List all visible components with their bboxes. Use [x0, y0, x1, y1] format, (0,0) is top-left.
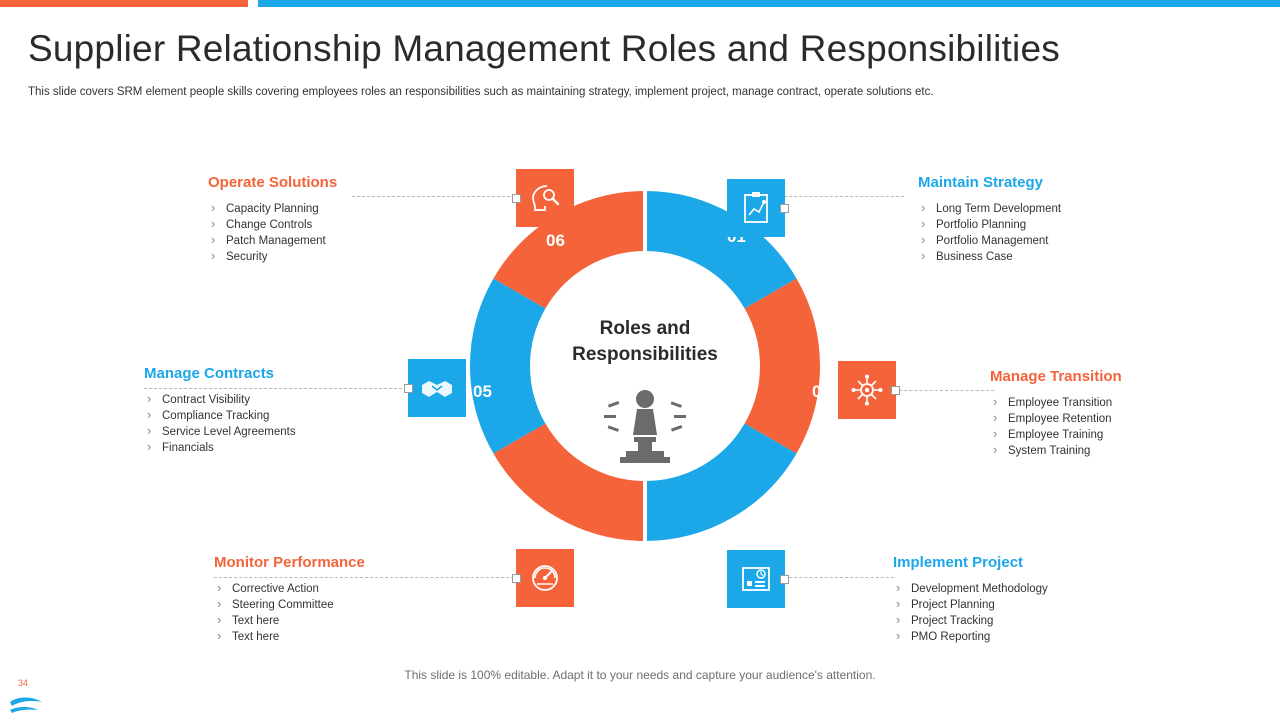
list-item: › Capacity Planning [208, 201, 337, 217]
step-list-06 [208, 201, 337, 265]
step-block-05 [144, 365, 296, 456]
step-number-05: 05 [473, 382, 492, 401]
list-item: › Employee Retention [990, 411, 1122, 427]
list-item: › Corrective Action [214, 581, 365, 597]
list-item: › Employee Transition [990, 395, 1122, 411]
icon-box-01[interactable] [727, 179, 785, 237]
connector-03 [784, 577, 894, 578]
list-item: › Project Tracking [893, 613, 1048, 629]
list-item: › Project Planning [893, 597, 1048, 613]
speedometer-icon [528, 562, 562, 594]
step-number-03: 03 [722, 527, 741, 546]
page-subtitle: This slide covers SRM element people skills covering employees roles an responsibilities such as maintaining strategy, implement project, manage contract, operate solutions etc. [28, 86, 934, 98]
step-list-03 [893, 581, 1048, 645]
center-label-line2: Responsibilities [572, 344, 718, 365]
connector-node-02 [891, 386, 900, 395]
list-item: › Security [208, 249, 337, 265]
list-item: › Business Case [918, 249, 1061, 265]
list-item: › Compliance Tracking [144, 408, 296, 424]
page-title: Supplier Relationship Management Roles and Responsibilities [28, 28, 1060, 69]
donut-segment-02 [771, 294, 790, 439]
donut-segment-05 [500, 294, 519, 439]
list-item: › Long Term Development [918, 201, 1061, 217]
connector-node-05 [404, 384, 413, 393]
top-accent-bar-orange [0, 0, 248, 7]
bottom-left-logo-mark [8, 694, 48, 720]
step-number-04: 04 [547, 527, 566, 546]
page-number: 34 [18, 678, 29, 688]
step-block-06 [208, 174, 337, 265]
list-item: › Financials [144, 440, 296, 456]
step-number-06: 06 [546, 231, 565, 250]
connector-node-03 [780, 575, 789, 584]
step-title-01: Maintain Strategy [918, 174, 1044, 191]
icon-box-06[interactable] [516, 169, 574, 227]
step-title-04: Monitor Performance [214, 554, 365, 571]
list-item: › Text here [214, 629, 365, 645]
step-block-02 [990, 368, 1122, 459]
list-item: › Portfolio Planning [918, 217, 1061, 233]
list-item: › Text here [214, 613, 365, 629]
list-item: › System Training [990, 443, 1122, 459]
top-accent-bar-blue [258, 0, 1280, 7]
step-block-04 [214, 554, 365, 645]
head-gear-icon [528, 183, 562, 213]
connector-node-06 [512, 194, 521, 203]
list-item: › Steering Committee [214, 597, 365, 613]
connector-02 [894, 390, 994, 391]
footer-note: This slide is 100% editable. Adapt it to your needs and capture your audience's attention. [404, 668, 876, 682]
step-title-02: Manage Transition [990, 368, 1122, 385]
list-item: › PMO Reporting [893, 629, 1048, 645]
step-list-05 [144, 392, 296, 456]
gear-network-icon [850, 373, 884, 407]
step-list-01 [918, 201, 1061, 265]
step-block-01 [918, 174, 1061, 265]
donut-segment-06 [519, 221, 645, 294]
list-item: › Change Controls [208, 217, 337, 233]
list-item: › Portfolio Management [918, 233, 1061, 249]
step-title-03: Implement Project [893, 554, 1024, 571]
step-title-05: Manage Contracts [144, 365, 275, 382]
icon-box-03[interactable] [727, 550, 785, 608]
step-block-03 [893, 554, 1048, 645]
list-item: › Service Level Agreements [144, 424, 296, 440]
icon-box-02[interactable] [838, 361, 896, 419]
project-board-icon [739, 563, 773, 595]
connector-node-04 [512, 574, 521, 583]
icon-box-05[interactable] [408, 359, 466, 417]
list-item: › Patch Management [208, 233, 337, 249]
icon-box-04[interactable] [516, 549, 574, 607]
step-number-02: 02 [812, 382, 831, 401]
handshake-icon [419, 373, 455, 403]
step-list-02 [990, 395, 1122, 459]
list-item: › Contract Visibility [144, 392, 296, 408]
statue-icon [590, 381, 700, 471]
step-list-04 [214, 581, 365, 645]
step-title-06: Operate Solutions [208, 174, 338, 191]
connector-node-01 [780, 204, 789, 213]
list-item: › Employee Training [990, 427, 1122, 443]
center-label-line1: Roles and [599, 318, 691, 339]
strategy-chart-icon [740, 191, 772, 225]
list-item: › Development Methodology [893, 581, 1048, 597]
